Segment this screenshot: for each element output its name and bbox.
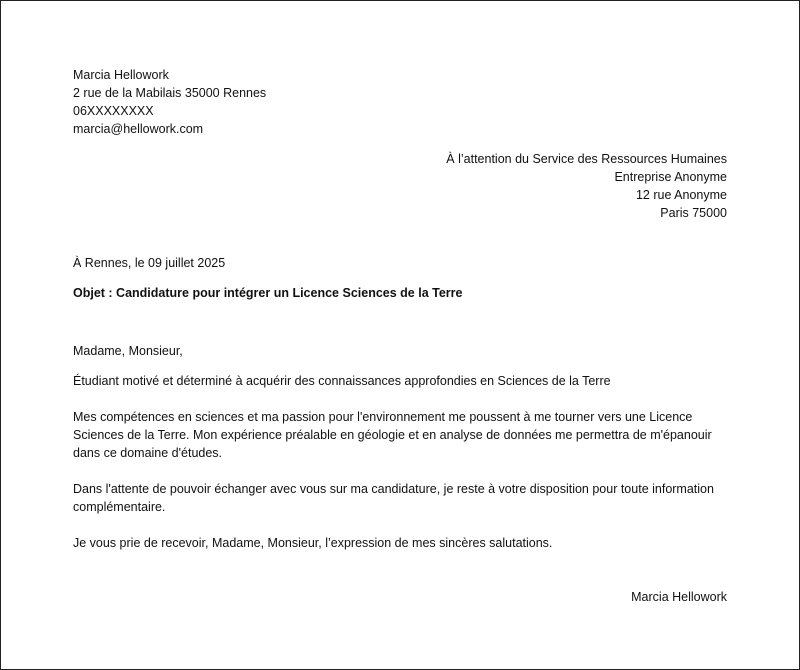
recipient-city: Paris 75000	[660, 206, 727, 220]
sender-phone: 06XXXXXXXX	[73, 104, 154, 118]
paragraph-skills: Mes compétences en sciences et ma passion pour l'environnement me poussent à me tourner vers une Licence Sciences de la Terre. Mon expérience préalable en géologie et en analyse de données me permettra de m'épanouir dans ce domaine d'études.	[73, 410, 712, 460]
paragraph-availability: Dans l'attente de pouvoir échanger avec vous sur ma candidature, je reste à votre disposition pour toute information complémentaire.	[73, 482, 714, 514]
recipient-block	[446, 150, 727, 222]
recipient-attention: À l’attention du Service des Ressources Humaines	[446, 152, 727, 166]
recipient-company: Entreprise Anonyme	[614, 170, 727, 184]
sender-email: marcia@hellowork.com	[73, 122, 204, 136]
recipient-street: 12 rue Anonyme	[635, 188, 727, 202]
sender-address: 2 rue de la Mabilais 35000 Rennes	[73, 86, 267, 100]
date-line: À Rennes, le 09 juillet 2025	[73, 256, 226, 270]
subject-line: Objet : Candidature pour intégrer un Licence Sciences de la Terre	[73, 286, 463, 300]
salutation: Madame, Monsieur,	[73, 344, 183, 358]
signature: Marcia Hellowork	[631, 590, 727, 604]
paragraph-intro: Étudiant motivé et déterminé à acquérir des connaissances approfondies en Sciences de la Terre	[73, 374, 611, 388]
sender-block	[73, 66, 266, 138]
sender-name: Marcia Hellowork	[73, 68, 169, 82]
paragraph-closing: Je vous prie de recevoir, Madame, Monsieur, l’expression de mes sincères salutations.	[73, 536, 553, 550]
